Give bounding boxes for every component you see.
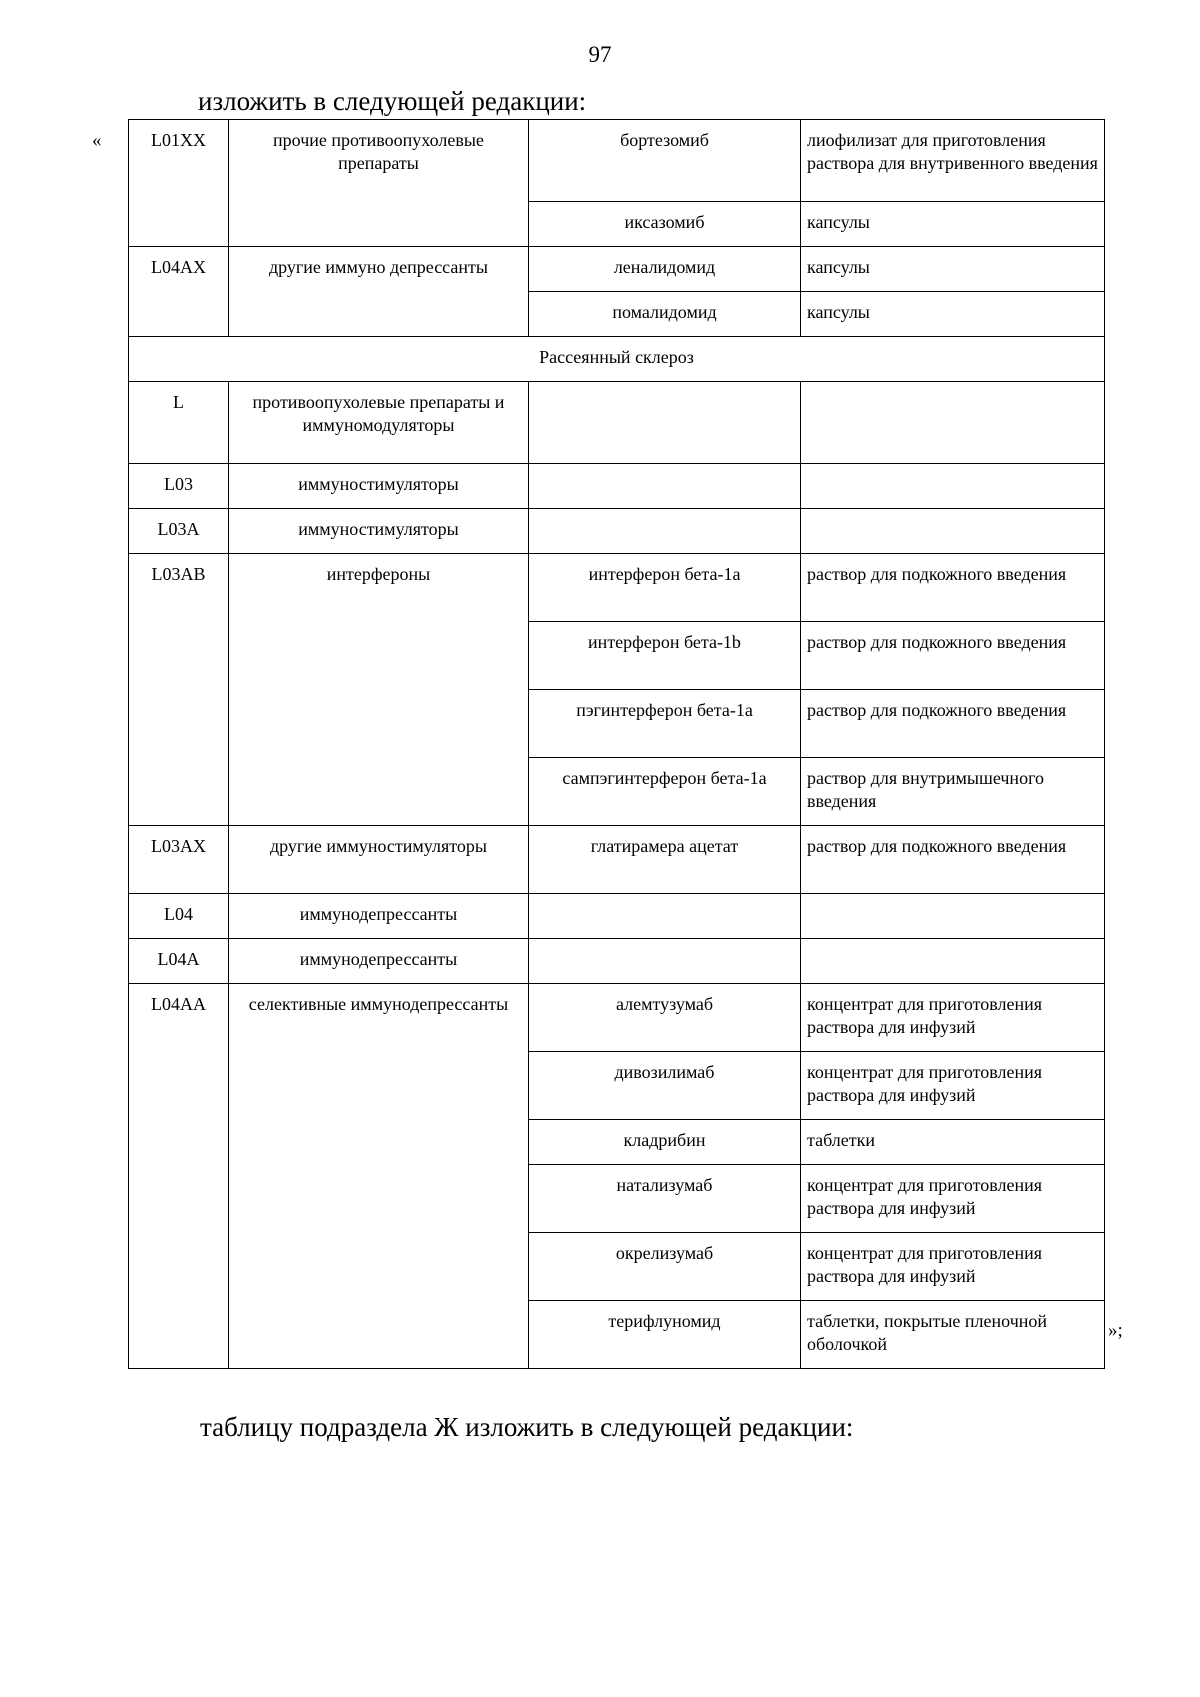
atc-code: L04AX (129, 247, 229, 337)
dosage-form: раствор для подкожного введения (801, 554, 1105, 622)
atc-group: интерфероны (229, 554, 529, 826)
atc-group: другие иммуно депрессанты (229, 247, 529, 337)
table-row (129, 337, 1105, 382)
drug-name-empty (529, 509, 801, 554)
dosage-form: капсулы (801, 292, 1105, 337)
atc-code: L03AX (129, 826, 229, 894)
dosage-form-empty (801, 939, 1105, 984)
drug-name: кладрибин (529, 1120, 801, 1165)
dosage-form: раствор для подкожного введения (801, 690, 1105, 758)
closing-quote: »; (1108, 1320, 1123, 1341)
dosage-form-empty (801, 894, 1105, 939)
drug-name-empty (529, 939, 801, 984)
drug-name-empty (529, 894, 801, 939)
table-row (129, 120, 1105, 202)
table-row (129, 826, 1105, 894)
dosage-form: лиофилизат для приготовления раствора для внутривенного введения (801, 120, 1105, 202)
drug-name: интерферон бета-1b (529, 622, 801, 690)
dosage-form: раствор для подкожного введения (801, 826, 1105, 894)
dosage-form: концентрат для приготовления раствора для инфузий (801, 984, 1105, 1052)
atc-code: L04AA (129, 984, 229, 1369)
table-row (129, 984, 1105, 1052)
drug-name: пэгинтерферон бета-1a (529, 690, 801, 758)
opening-quote: « (92, 130, 102, 151)
drug-name: иксазомиб (529, 202, 801, 247)
dosage-form-empty (801, 464, 1105, 509)
dosage-form: капсулы (801, 247, 1105, 292)
atc-code: L (129, 382, 229, 464)
atc-group: противоопухолевые препараты и иммуномодуляторы (229, 382, 529, 464)
dosage-form-empty (801, 382, 1105, 464)
atc-code: L04 (129, 894, 229, 939)
drug-name: натализумаб (529, 1165, 801, 1233)
atc-code: L04A (129, 939, 229, 984)
page-number: 97 (588, 42, 612, 67)
drug-name: сампэгинтерферон бета-1a (529, 758, 801, 826)
section-title: Рассеянный склероз (129, 337, 1105, 382)
atc-code: L03A (129, 509, 229, 554)
atc-group: иммунодепрессанты (229, 939, 529, 984)
dosage-form: концентрат для приготовления раствора для инфузий (801, 1165, 1105, 1233)
atc-group: иммунодепрессанты (229, 894, 529, 939)
dosage-form: концентрат для приготовления раствора для инфузий (801, 1233, 1105, 1301)
drug-name-empty (529, 464, 801, 509)
table-row (129, 554, 1105, 622)
dosage-form: раствор для внутримышечного введения (801, 758, 1105, 826)
dosage-form: концентрат для приготовления раствора для инфузий (801, 1052, 1105, 1120)
table-row (129, 509, 1105, 554)
drug-name: леналидомид (529, 247, 801, 292)
intro-text: изложить в следующей редакции: (198, 86, 587, 116)
drug-name: помалидомид (529, 292, 801, 337)
table-row (129, 247, 1105, 292)
dosage-form: таблетки (801, 1120, 1105, 1165)
dosage-form-empty (801, 509, 1105, 554)
outro-text: таблицу подраздела Ж изложить в следующей редакции: (200, 1412, 854, 1442)
atc-group: селективные иммунодепрессанты (229, 984, 529, 1369)
drug-name: бортезомиб (529, 120, 801, 202)
drug-name: глатирамера ацетат (529, 826, 801, 894)
table-row (129, 464, 1105, 509)
atc-code: L03 (129, 464, 229, 509)
atc-group: другие иммуностимуляторы (229, 826, 529, 894)
dosage-form: капсулы (801, 202, 1105, 247)
drug-name: алемтузумаб (529, 984, 801, 1052)
dosage-form: таблетки, покрытые пленочной оболочкой (801, 1301, 1105, 1369)
drug-name: интерферон бета-1a (529, 554, 801, 622)
drug-name-empty (529, 382, 801, 464)
atc-group: иммуностимуляторы (229, 464, 529, 509)
atc-code: L03AB (129, 554, 229, 826)
atc-code: L01XX (129, 120, 229, 247)
dosage-form: раствор для подкожного введения (801, 622, 1105, 690)
drug-name: окрелизумаб (529, 1233, 801, 1301)
atc-group: прочие противоопухолевые препараты (229, 120, 529, 247)
table-row (129, 894, 1105, 939)
drug-name: дивозилимаб (529, 1052, 801, 1120)
table-row (129, 939, 1105, 984)
drug-classification-table (128, 119, 1105, 1369)
table-row (129, 382, 1105, 464)
drug-name: терифлуномид (529, 1301, 801, 1369)
atc-group: иммуностимуляторы (229, 509, 529, 554)
